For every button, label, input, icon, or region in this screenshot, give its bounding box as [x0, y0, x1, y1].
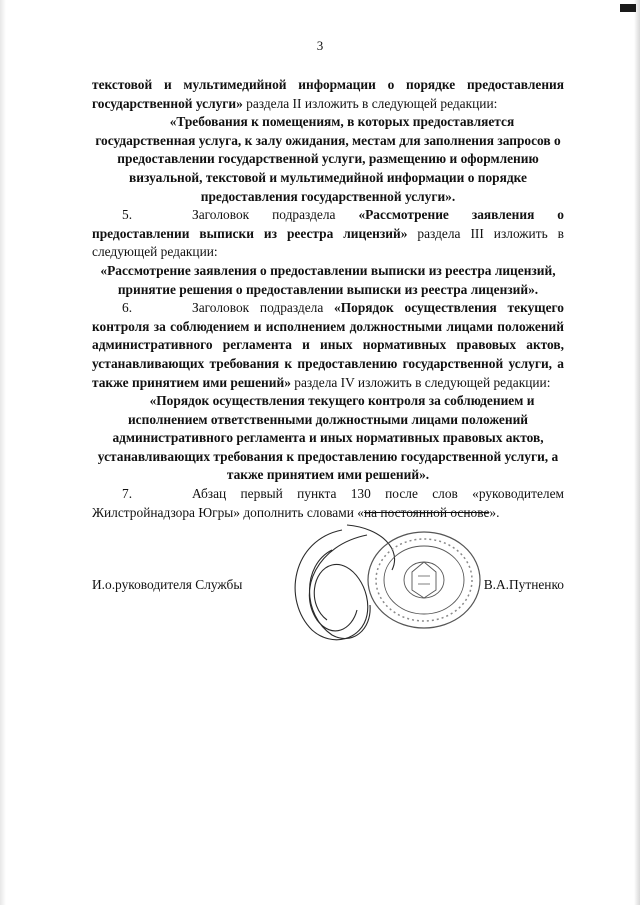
- item-6-text-after: раздела IV изложить в следующей редакции:: [290, 374, 551, 390]
- scan-edge-right: [634, 0, 640, 905]
- document-body: [92, 76, 564, 522]
- signatory-name: В.А.Путненко: [483, 577, 564, 592]
- item-5-text: Заголовок подраздела: [192, 207, 359, 223]
- paragraph-4-bold: текстовой и мультимедийной информации о порядке предоставления государственной услуги»: [92, 77, 564, 111]
- item-6-text: Заголовок подраздела: [192, 300, 335, 316]
- quote-2: «Рассмотрение заявления о предоставлении выписки из реестра лицензий, принятие решения о предоставлении выписки из реестра лицензий».: [100, 262, 556, 297]
- scan-corner-mark: [620, 4, 636, 12]
- scan-edge-left: [0, 0, 6, 905]
- item-7-text-after: ».: [489, 504, 500, 520]
- quote-1: «Требования к помещениям, в которых предоставляется государственная услуга, к залу ожидания, местам для заполнения запросов о предоставлении государственной услуги, размещению и оформлению визуальной, текстовой и мультимедийной информации о порядке предоставления государственной услуги».: [95, 114, 561, 204]
- item-7: [92, 485, 564, 522]
- item-6-bold: «Порядок осуществления текущего контроля за соблюдением и исполнением должностными лицами положений административного регламента и иных нормативных правовых актов, устанавливающих требования к предоставлению государственной услуги, а также принятием ими решений»: [92, 300, 564, 390]
- item-6-number: 6.: [122, 300, 133, 316]
- item-5-bold: «Рассмотрение заявления о предоставлении выписки из реестра лицензий»: [92, 207, 564, 241]
- item-7-text: Абзац первый пункта 130 после слов «руководителем Жилстройнадзора Югры» дополнить словами «: [92, 486, 564, 520]
- item-7-number: 7.: [122, 486, 133, 502]
- signature-block: [92, 577, 564, 593]
- item-6: [92, 299, 564, 392]
- paragraph-4-continuation: [92, 76, 564, 113]
- paragraph-4-rest: раздела II изложить в следующей редакции:: [242, 95, 498, 111]
- page-number: 3: [316, 38, 324, 53]
- item-5-number: 5.: [122, 207, 133, 223]
- item-5: [92, 206, 564, 262]
- signatory-position: И.о.руководителя Службы: [92, 577, 243, 592]
- quote-3: «Порядок осуществления текущего контроля за соблюдением и исполнением ответственными должностными лицами положений административного регламента и иных нормативных правовых актов, устанавливающих требования к предоставлению государственной услуги, а также принятием ими решений».: [97, 393, 559, 483]
- item-5-text-after: раздела III изложить в следующей редакции:: [92, 225, 564, 260]
- item-7-struck-text: на постоянной основе: [363, 504, 490, 520]
